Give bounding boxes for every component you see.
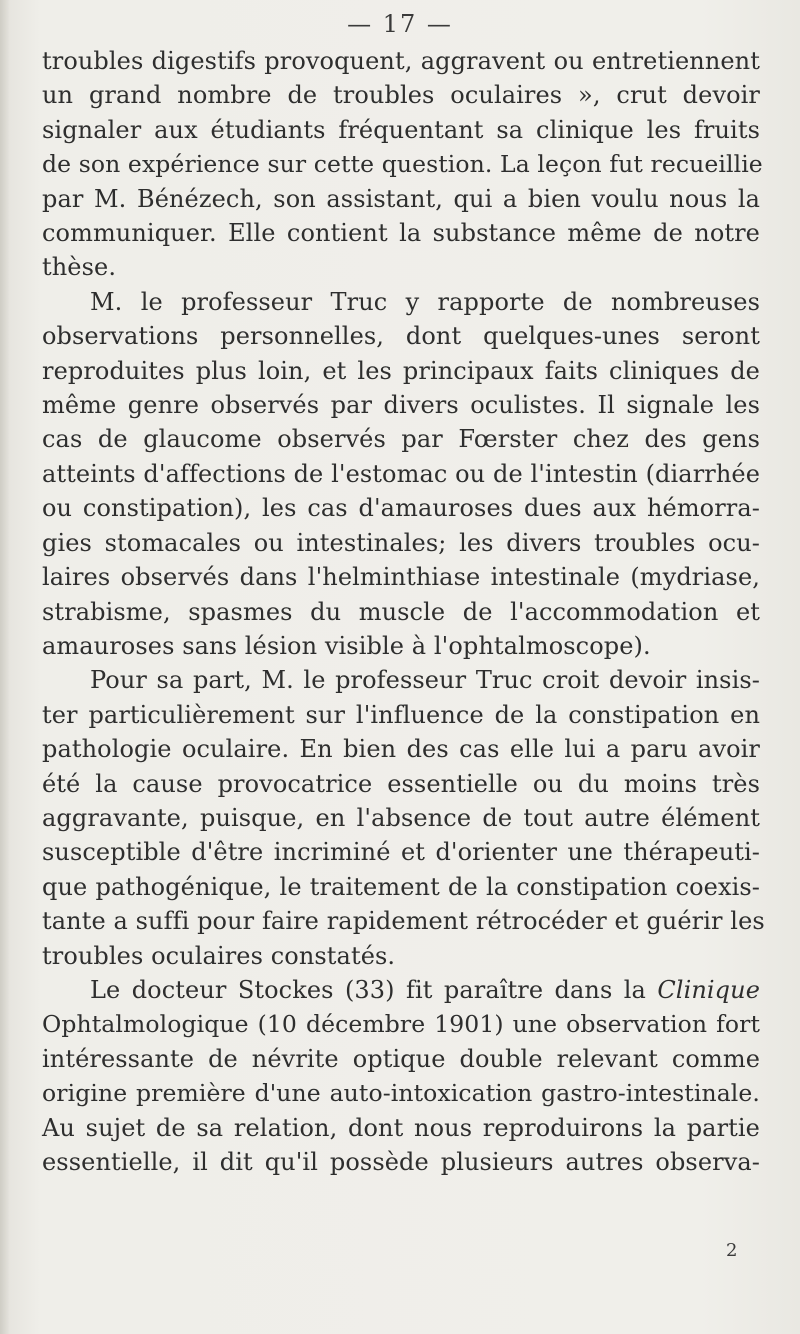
text-line: cas de glaucome observés par Fœrster chez des gens [42,425,760,454]
text-line: pathologie oculaire. En bien des cas elle lui a paru avoir [42,735,760,764]
text-line: origine première d'une auto-intoxication gastro-intestinale. [42,1079,760,1108]
journal-title-italic: Clinique [657,975,760,1004]
text-line: atteints d'affections de l'estomac ou de l'intestin (diarrhée [42,459,760,488]
text-line: observations personnelles, dont quelques-unes seront [42,322,760,351]
text-line: laires observés dans l'helminthiase intestinale (mydriase, [42,563,760,592]
text-line [42,973,760,1007]
text-line: strabisme, spasmes du muscle de l'accommodation et [42,597,760,626]
paragraph-3 [42,663,765,973]
text-segment: Le docteur Stockes (33) fit paraître dans la [90,975,658,1004]
text-line: Ophtalmologique (10 décembre 1901) une observation fort [42,1010,760,1039]
text-line: thèse. [42,253,117,282]
text-line: été la cause provocatrice essentielle ou du moins très [42,769,760,798]
text-line: reproduites plus loin, et les principaux faits cliniques de [42,356,760,385]
text-line: gies stomacales ou intestinales; les divers troubles ocu- [42,528,760,557]
paragraph-4 [42,973,760,1179]
text-line: signaler aux étudiants fréquentant sa clinique les fruits [42,115,760,144]
text-line: ter particulièrement sur l'influence de la constipation en [42,700,760,729]
text-line: par M. Bénézech, son assistant, qui a bien voulu nous la [42,184,760,213]
text-line: tante a suffi pour faire rapidement rétrocéder et guérir les [42,907,765,936]
text-line: amauroses sans lésion visible à l'ophtalmoscope). [42,631,651,660]
text-line: ou constipation), les cas d'amauroses dues aux hémorra- [42,494,760,523]
text-line: communiquer. Elle contient la substance même de notre [42,219,760,248]
text-line: Au sujet de sa relation, dont nous reproduirons la partie [42,1113,760,1142]
text-line: un grand nombre de troubles oculaires », crut devoir [42,81,760,110]
text-line: intéressante de névrite optique double relevant comme [42,1044,760,1073]
paragraph-2 [42,285,760,663]
text-line: que pathogénique, le traitement de la constipation coexis- [42,872,760,901]
body-text [42,44,765,1179]
text-line: M. le professeur Truc y rapporte de nombreuses [90,287,760,316]
text-line: Pour sa part, M. le professeur Truc croit devoir insis- [90,666,760,695]
page-spine-shadow [0,0,10,1334]
text-line: aggravante, puisque, en l'absence de tout autre élément [42,803,760,832]
paragraph-1 [42,44,763,285]
text-line: susceptible d'être incriminé et d'orienter une thérapeuti- [42,838,760,867]
text-line: de son expérience sur cette question. La leçon fut recueillie [42,150,763,179]
signature-mark: 2 [726,1240,738,1261]
text-line: même genre observés par divers oculistes. Il signale les [42,391,760,420]
page-header: — 17 — [347,10,453,38]
text-line: essentielle, il dit qu'il possède plusieurs autres observa- [42,1148,760,1176]
text-line: troubles digestifs provoquent, aggravent ou entretiennent [42,47,760,75]
text-line: troubles oculaires constatés. [42,941,396,970]
